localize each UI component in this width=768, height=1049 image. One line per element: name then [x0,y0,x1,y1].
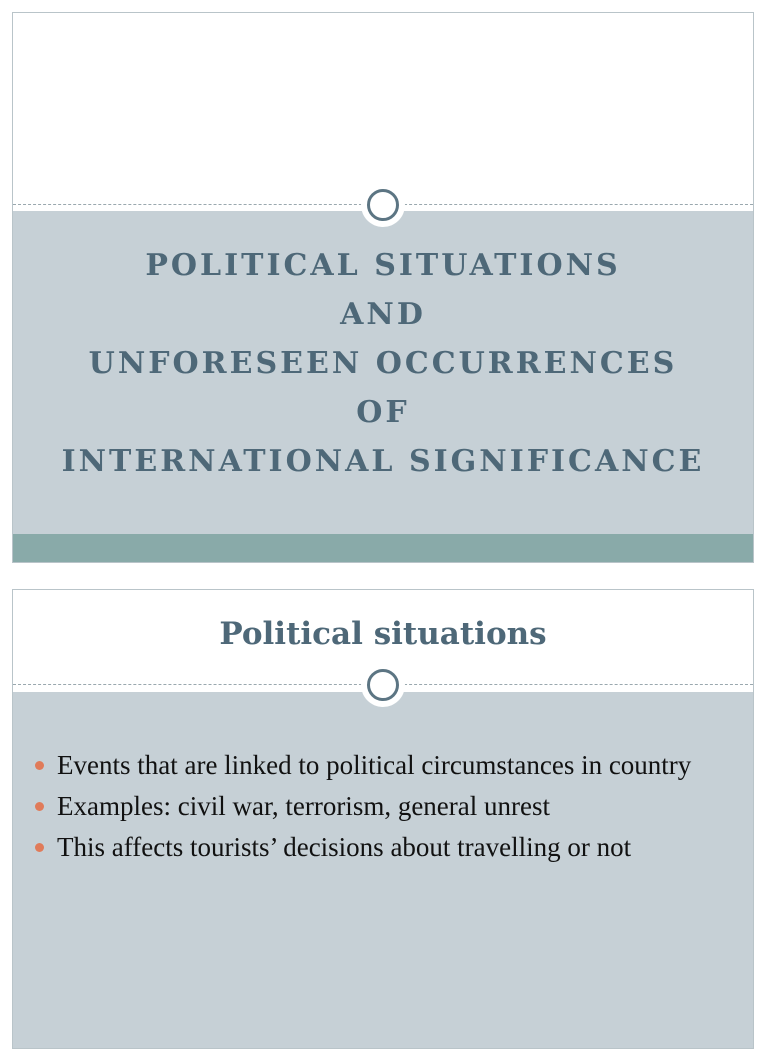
bullet-item [35,748,735,783]
accent-bottom-bar [13,534,753,562]
slide-heading: Political situations [219,616,547,652]
title-line-1: POLITICAL SITUATIONS [145,248,621,283]
bullet-text: Events that are linked to political circumstances in country [57,750,692,780]
slide-header-area [13,13,753,211]
title-line-2: AND [340,297,426,332]
title-line-5: INTERNATIONAL SIGNIFICANCE [61,444,705,479]
bullet-dot-icon [35,802,44,811]
bullet-text: This affects tourists’ decisions about travelling or not [57,832,632,862]
bullet-list [35,748,735,871]
bullet-item [35,789,735,824]
bullet-dot-icon [35,761,44,770]
slide-title [13,241,753,486]
bullet-item [35,830,735,865]
divider-circle-ornament [361,183,405,227]
bullet-text: Examples: civil war, terrorism, general unrest [57,791,551,821]
title-line-4: OF [356,395,410,430]
content-slide [12,589,754,1049]
divider-circle-ornament [361,663,405,707]
bullet-dot-icon [35,843,44,852]
title-slide [12,12,754,563]
title-line-3: UNFORESEEN OCCURRENCES [88,346,678,381]
